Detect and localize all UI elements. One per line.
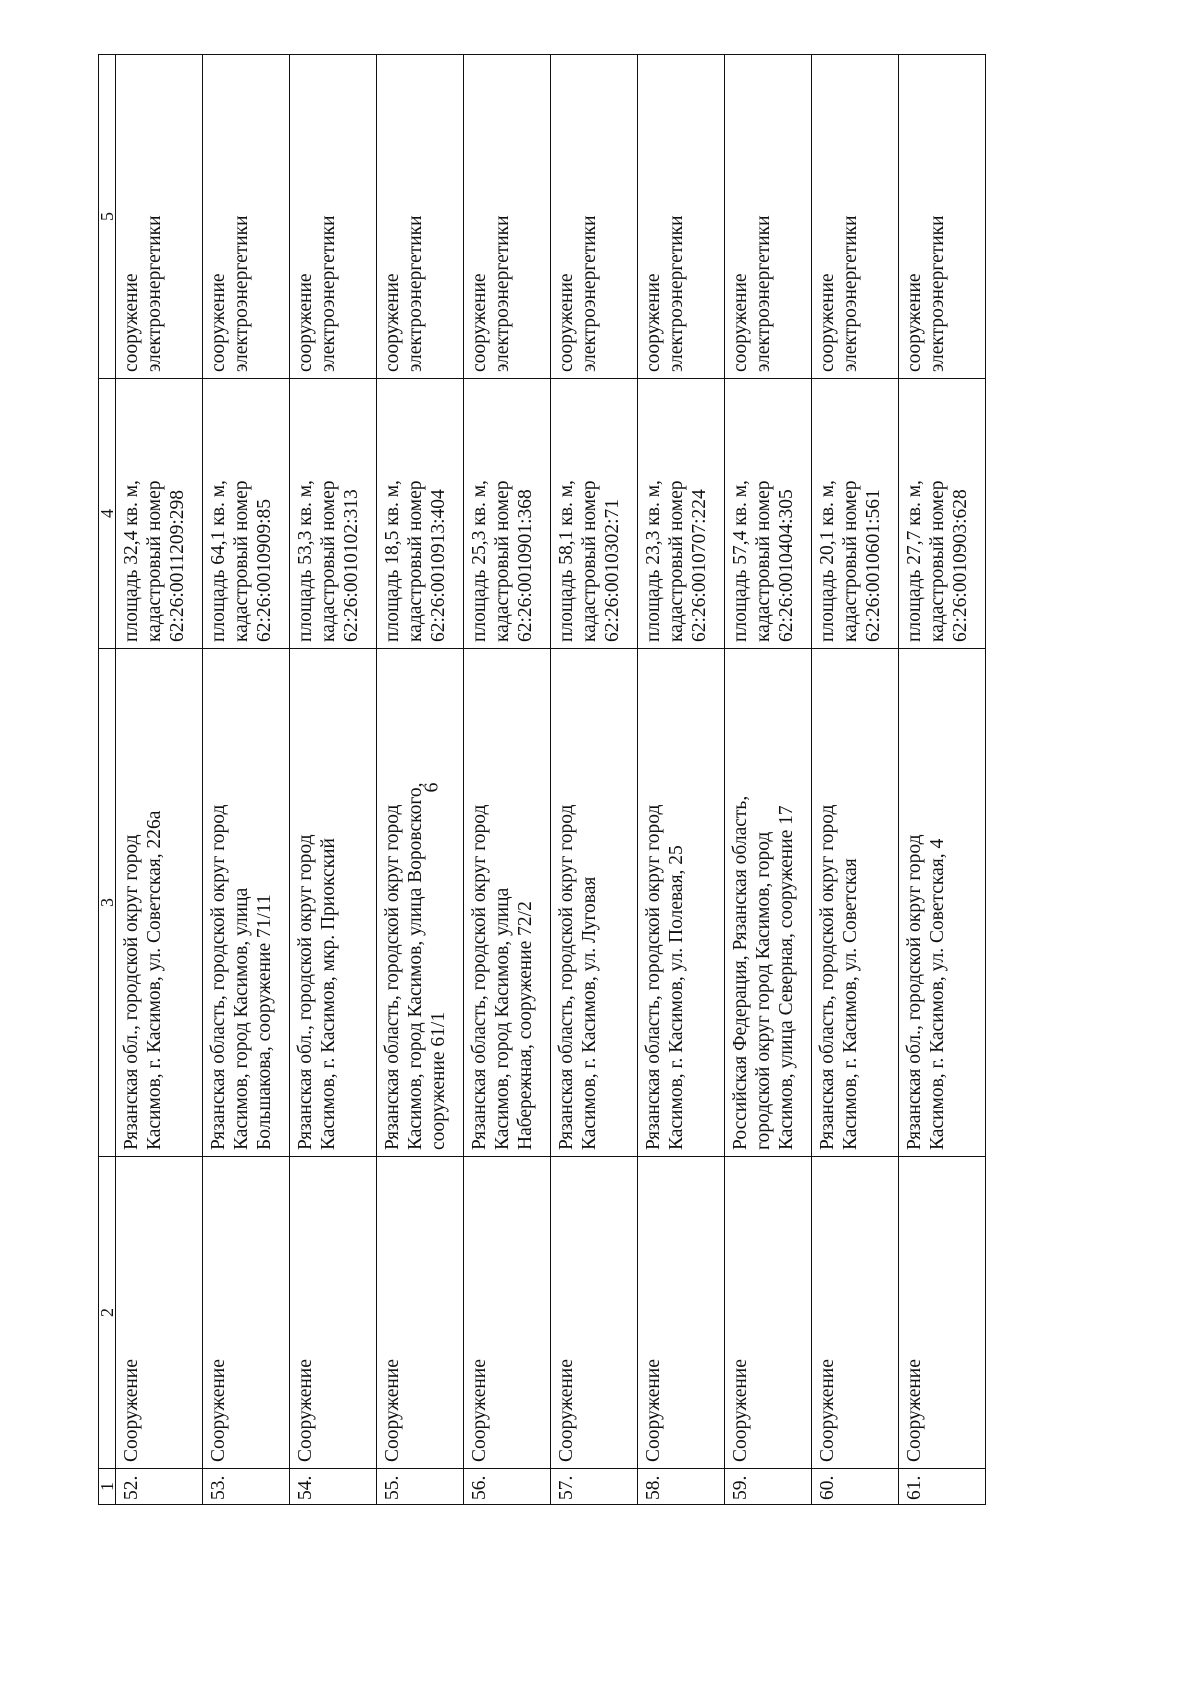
purpose-line: сооружение <box>556 273 577 372</box>
address-line: Касимов, г. Касимов, ул. Советская, 226а <box>144 810 165 1150</box>
address-cell <box>290 649 377 1157</box>
purpose-line: электроэнергетики <box>405 215 426 372</box>
object-name: Сооружение <box>817 1359 838 1462</box>
row-number-cell <box>725 1469 812 1505</box>
row-number-cell <box>377 1469 464 1505</box>
purpose-cell <box>203 55 290 379</box>
characteristics-line: 62:26:0010707:224 <box>689 489 710 642</box>
purpose-line: сооружение <box>904 273 925 372</box>
row-number-cell <box>203 1469 290 1505</box>
characteristics-line: 62:26:0011209:298 <box>167 489 188 642</box>
characteristics-line: 62:26:0010901:368 <box>515 489 536 642</box>
characteristics-line: 62:26:0010909:85 <box>254 498 275 642</box>
characteristics-line: площадь 18,5 кв. м, <box>382 480 403 642</box>
column-number-4: 4 <box>99 379 116 649</box>
purpose-line: сооружение <box>208 273 229 372</box>
characteristics-line: 62:26:0010913:404 <box>428 489 449 642</box>
purpose-cell <box>638 55 725 379</box>
address-line: сооружение 61/1 <box>428 1011 449 1150</box>
address-line: Рязанская обл., городской округ город <box>295 834 316 1150</box>
characteristics-cell <box>551 379 638 649</box>
object-name: Сооружение <box>556 1359 577 1462</box>
object-name-cell <box>638 1157 725 1469</box>
characteristics-cell <box>116 379 203 649</box>
characteristics-line: 62:26:0010404:305 <box>776 489 797 642</box>
characteristics-line: 62:26:0010302:71 <box>602 498 623 642</box>
object-name-cell <box>551 1157 638 1469</box>
purpose-line: электроэнергетики <box>579 215 600 372</box>
object-name-cell <box>812 1157 899 1469</box>
row-number-cell <box>116 1469 203 1505</box>
object-name-cell <box>290 1157 377 1469</box>
rotated-table-container <box>98 55 986 1505</box>
address-cell <box>377 649 464 1157</box>
purpose-line: электроэнергетики <box>666 215 687 372</box>
characteristics-line: кадастровый номер <box>840 480 861 642</box>
row-number: 55. <box>382 1475 403 1500</box>
characteristics-line: площадь 53,3 кв. м, <box>295 480 316 642</box>
address-line: Касимов, г. Касимов, ул. Полевая, 25 <box>666 845 687 1150</box>
purpose-line: электроэнергетики <box>144 215 165 372</box>
row-number-cell <box>812 1469 899 1505</box>
row-number-cell <box>290 1469 377 1505</box>
purpose-cell <box>377 55 464 379</box>
column-number-1: 1 <box>99 1469 116 1505</box>
purpose-line: сооружение <box>730 273 751 372</box>
row-number: 59. <box>730 1475 751 1500</box>
row-number: 53. <box>208 1475 229 1500</box>
characteristics-line: 62:26:0010903:628 <box>950 489 971 642</box>
table-row <box>464 55 551 1505</box>
address-cell <box>638 649 725 1157</box>
column-number-3: 3 <box>99 649 116 1157</box>
address-line: Рязанская обл., городской округ город <box>121 834 142 1150</box>
row-number-cell <box>638 1469 725 1505</box>
address-cell <box>203 649 290 1157</box>
purpose-line: электроэнергетики <box>753 215 774 372</box>
address-cell <box>725 649 812 1157</box>
characteristics-line: кадастровый номер <box>318 480 339 642</box>
purpose-cell <box>116 55 203 379</box>
object-name: Сооружение <box>469 1359 490 1462</box>
row-number-cell <box>551 1469 638 1505</box>
characteristics-cell <box>464 379 551 649</box>
address-cell <box>899 649 986 1157</box>
characteristics-line: площадь 27,7 кв. м, <box>904 480 925 642</box>
characteristics-line: кадастровый номер <box>579 480 600 642</box>
purpose-line: электроэнергетики <box>318 215 339 372</box>
table-row <box>899 55 986 1505</box>
table-row <box>725 55 812 1505</box>
purpose-line: сооружение <box>295 273 316 372</box>
table-row <box>638 55 725 1505</box>
characteristics-cell <box>203 379 290 649</box>
characteristics-cell <box>638 379 725 649</box>
purpose-line: электроэнергетики <box>927 215 948 372</box>
object-name-cell <box>377 1157 464 1469</box>
address-line: Рязанская область, городской округ город <box>817 804 838 1150</box>
row-number: 54. <box>295 1475 316 1500</box>
row-number: 60. <box>817 1475 838 1500</box>
purpose-line: сооружение <box>643 273 664 372</box>
characteristics-line: кадастровый номер <box>144 480 165 642</box>
table-row <box>203 55 290 1505</box>
address-line: Касимов, г. Касимов, ул. Луговая <box>579 876 600 1150</box>
page-number: 6 <box>420 782 443 793</box>
characteristics-line: площадь 20,1 кв. м, <box>817 480 838 642</box>
table-row <box>551 55 638 1505</box>
characteristics-line: площадь 23,3 кв. м, <box>643 480 664 642</box>
address-line: Касимов, г. Касимов, мкр. Приокский <box>318 838 339 1150</box>
address-line: Рязанская обл., городской округ город <box>904 834 925 1150</box>
address-cell <box>812 649 899 1157</box>
object-name: Сооружение <box>904 1359 925 1462</box>
characteristics-line: площадь 25,3 кв. м, <box>469 480 490 642</box>
address-line: Касимов, город Касимов, улица <box>231 887 252 1150</box>
row-number: 52. <box>121 1475 142 1500</box>
column-number-2: 2 <box>99 1157 116 1469</box>
purpose-line: электроэнергетики <box>840 215 861 372</box>
object-name-cell <box>116 1157 203 1469</box>
purpose-line: сооружение <box>817 273 838 372</box>
address-cell <box>116 649 203 1157</box>
registry-table <box>98 54 986 1505</box>
address-cell <box>551 649 638 1157</box>
object-name-cell <box>899 1157 986 1469</box>
address-line: Касимов, г. Касимов, ул. Советская, 4 <box>927 838 948 1150</box>
characteristics-cell <box>725 379 812 649</box>
characteristics-line: кадастровый номер <box>492 480 513 642</box>
purpose-line: электроэнергетики <box>492 215 513 372</box>
object-name: Сооружение <box>382 1359 403 1462</box>
registry-table-body <box>99 55 986 1505</box>
characteristics-line: кадастровый номер <box>666 480 687 642</box>
characteristics-line: 62:26:0010102:313 <box>341 489 362 642</box>
object-name: Сооружение <box>121 1359 142 1462</box>
address-line: Российская Федерация, Рязанская область, <box>730 795 751 1150</box>
address-line: Большакова, сооружение 71/11 <box>254 894 275 1150</box>
address-line: Рязанская область, городской округ город <box>382 804 403 1150</box>
purpose-cell <box>551 55 638 379</box>
characteristics-cell <box>899 379 986 649</box>
object-name: Сооружение <box>208 1359 229 1462</box>
object-name: Сооружение <box>730 1359 751 1462</box>
address-line: Рязанская область, городской округ город <box>469 804 490 1150</box>
table-row <box>116 55 203 1505</box>
column-number-row <box>99 55 116 1505</box>
table-row <box>812 55 899 1505</box>
purpose-line: сооружение <box>382 273 403 372</box>
characteristics-line: кадастровый номер <box>927 480 948 642</box>
purpose-line: сооружение <box>469 273 490 372</box>
row-number: 56. <box>469 1475 490 1500</box>
address-line: Набережная, сооружение 72/2 <box>515 901 536 1150</box>
characteristics-cell <box>290 379 377 649</box>
address-line: Рязанская область, городской округ город <box>208 804 229 1150</box>
address-line: Касимов, улица Северная, сооружение 17 <box>776 805 797 1150</box>
characteristics-line: площадь 57,4 кв. м, <box>730 480 751 642</box>
address-line: Касимов, город Касимов, улица <box>492 887 513 1150</box>
row-number: 58. <box>643 1475 664 1500</box>
row-number: 57. <box>556 1475 577 1500</box>
column-number-5: 5 <box>99 55 116 379</box>
object-name: Сооружение <box>295 1359 316 1462</box>
address-line: Касимов, город Касимов, улица Воровского, <box>405 782 426 1150</box>
purpose-cell <box>812 55 899 379</box>
characteristics-cell <box>812 379 899 649</box>
address-line: Рязанская область, городской округ город <box>643 804 664 1150</box>
address-cell <box>464 649 551 1157</box>
row-number-cell <box>464 1469 551 1505</box>
row-number: 61. <box>904 1475 925 1500</box>
purpose-cell <box>899 55 986 379</box>
characteristics-line: площадь 64,1 кв. м, <box>208 480 229 642</box>
characteristics-line: 62:26:0010601:561 <box>863 489 884 642</box>
characteristics-line: площадь 32,4 кв. м, <box>121 480 142 642</box>
purpose-cell <box>464 55 551 379</box>
table-row <box>290 55 377 1505</box>
characteristics-line: площадь 58,1 кв. м, <box>556 480 577 642</box>
object-name: Сооружение <box>643 1359 664 1462</box>
address-line: Рязанская область, городской округ город <box>556 804 577 1150</box>
characteristics-line: кадастровый номер <box>753 480 774 642</box>
purpose-line: электроэнергетики <box>231 215 252 372</box>
address-line: Касимов, г. Касимов, ул. Советская <box>840 858 861 1150</box>
characteristics-line: кадастровый номер <box>231 480 252 642</box>
object-name-cell <box>464 1157 551 1469</box>
table-row <box>377 55 464 1505</box>
purpose-line: сооружение <box>121 273 142 372</box>
purpose-cell <box>725 55 812 379</box>
purpose-cell <box>290 55 377 379</box>
object-name-cell <box>725 1157 812 1469</box>
characteristics-line: кадастровый номер <box>405 480 426 642</box>
object-name-cell <box>203 1157 290 1469</box>
row-number-cell <box>899 1469 986 1505</box>
address-line: городской округ город Касимов, город <box>753 831 774 1150</box>
characteristics-cell <box>377 379 464 649</box>
